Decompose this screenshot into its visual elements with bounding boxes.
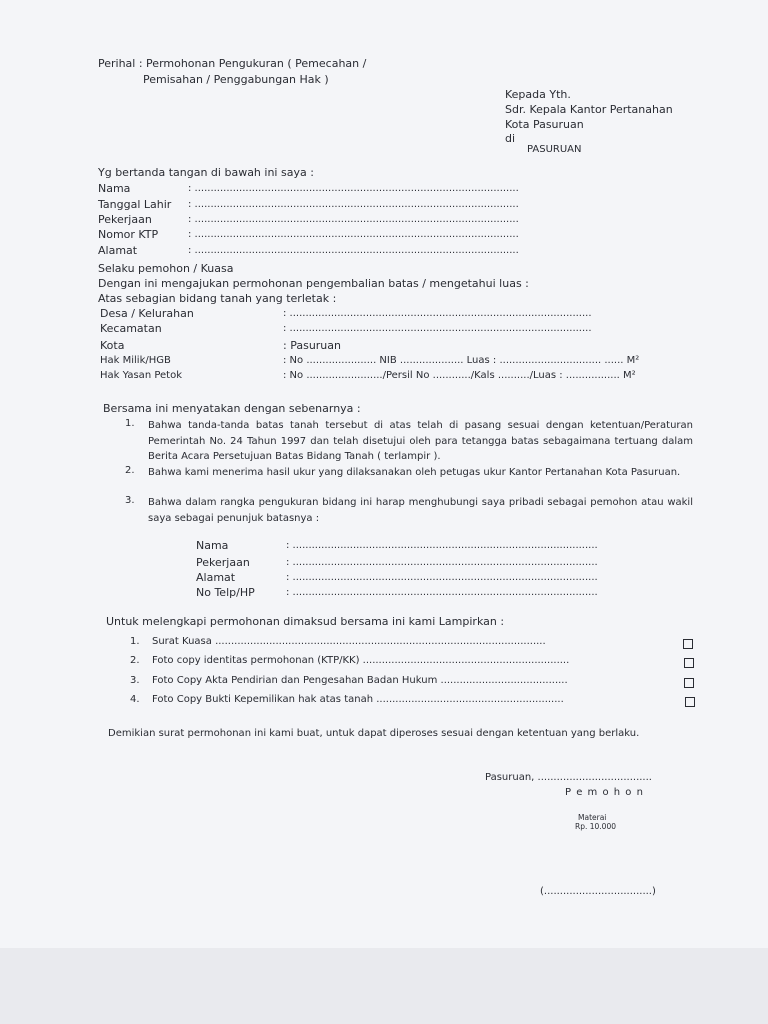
land-label-kota: Kota [100, 339, 125, 352]
statement-text-2: Bahwa kami menerima hasil ukur yang dilaksanakan oleh petugas ukur Kantor Pertanahan Kota Pasuruan. [148, 467, 681, 478]
applicant-role: Selaku pemohon / Kuasa [98, 262, 234, 275]
contact-value-nama: : ................................................................................................ [286, 540, 598, 551]
location-intro: Atas sebagian bidang tanah yang terletak : [98, 292, 337, 305]
land-value-desa: : ............................................................................................... [283, 308, 592, 319]
statement-intro: Bersama ini menyatakan dengan sebenarnya : [103, 402, 361, 415]
land-value-hak-milik: : No ...................... NIB .................... Luas : ................................ ...... M² [283, 355, 640, 366]
attachment-num-2: 2. [130, 655, 140, 666]
applicant-value-pekerjaan: : ...................................................................................................... [188, 214, 519, 225]
signature-line: (..................................) [540, 886, 656, 897]
recipient-line-1: Kepada Yth. [505, 88, 571, 101]
materai-label: Materai [578, 813, 607, 822]
materai-value: Rp. 10.000 [575, 822, 616, 831]
applicant-intro: Yg bertanda tangan di bawah ini saya : [98, 166, 314, 179]
place-date: Pasuruan, .................................... [485, 772, 652, 783]
attachment-checkbox-1[interactable] [683, 639, 693, 649]
applicant-label-tanggal-lahir: Tanggal Lahir [98, 198, 172, 211]
attachment-num-4: 4. [130, 694, 140, 705]
statement-num-3: 3. [125, 495, 135, 506]
recipient-line-3: Kota Pasuruan [505, 118, 584, 131]
attachment-text-1: Surat Kuasa ........................................................................................................ [152, 636, 546, 647]
signer-label: P e m o h o n [565, 787, 644, 798]
applicant-value-nama: : ...................................................................................................... [188, 183, 519, 194]
attachment-checkbox-2[interactable] [684, 658, 694, 668]
attachment-num-1: 1. [130, 636, 140, 647]
applicant-request: Dengan ini mengajukan permohonan pengembalian batas / mengetahui luas : [98, 277, 529, 290]
land-value-kota: : Pasuruan [283, 339, 341, 352]
contact-value-alamat: : ................................................................................................ [286, 572, 598, 583]
land-label-hak-yasan: Hak Yasan Petok [100, 370, 182, 381]
attachment-text-4: Foto Copy Bukti Kepemilikan hak atas tanah ........................................................... [152, 694, 564, 705]
closing-text: Demikian surat permohonan ini kami buat, untuk dapat diperoses sesuai dengan ketentuan yang berlaku. [108, 728, 640, 739]
contact-label-nama: Nama [196, 539, 229, 552]
applicant-value-nomor-ktp: : ...................................................................................................... [188, 229, 519, 240]
applicant-label-nama: Nama [98, 182, 131, 195]
contact-label-pekerjaan: Pekerjaan [196, 556, 250, 569]
perihal-line-2: Pemisahan / Penggabungan Hak ) [143, 73, 329, 86]
land-label-desa: Desa / Kelurahan [100, 307, 194, 320]
attachment-checkbox-4[interactable] [685, 697, 695, 707]
statement-text-3: Bahwa dalam rangka pengukuran bidang ini harap menghubungi saya pribadi sebagai pemohon atau wakil saya sebagai penunjuk batasnya : [148, 497, 693, 524]
contact-label-alamat: Alamat [196, 571, 236, 584]
contact-value-pekerjaan: : ................................................................................................ [286, 557, 598, 568]
attachment-text-2: Foto copy identitas permohonan (KTP/KK) ................................................................. [152, 655, 570, 666]
applicant-value-tanggal-lahir: : ...................................................................................................... [188, 199, 519, 210]
page-bottom-margin [0, 948, 768, 1024]
applicant-label-alamat: Alamat [98, 244, 138, 257]
recipient-line-2: Sdr. Kepala Kantor Pertanahan [505, 103, 673, 116]
attachment-num-3: 3. [130, 675, 140, 686]
statement-text-1: Bahwa tanda-tanda batas tanah tersebut di atas telah di pasang sesuai dengan ketentuan/Peraturan Pemerintah No. 24 Tahun 1997 dan telah disetujui oleh para tetangga batas sebagaimana tertuang dalam Berita Acara Persetujuan Batas Bidang Tanah ( terlampir ). [148, 420, 693, 462]
land-value-hak-yasan: : No ......................../Persil No ............/Kals ........../Luas : ................. M² [283, 370, 636, 381]
applicant-label-nomor-ktp: Nomor KTP [98, 228, 159, 241]
statement-num-2: 2. [125, 465, 135, 476]
recipient-line-5: PASURUAN [527, 144, 582, 155]
contact-value-no-telp: : ................................................................................................ [286, 587, 598, 598]
attachments-intro: Untuk melengkapi permohonan dimaksud bersama ini kami Lampirkan : [106, 615, 505, 628]
perihal-line-1: Perihal : Permohonan Pengukuran ( Pemecahan / [98, 57, 367, 70]
contact-label-no-telp: No Telp/HP [196, 586, 255, 599]
statement-num-1: 1. [125, 418, 135, 429]
applicant-value-alamat: : ...................................................................................................... [188, 245, 519, 256]
land-label-hak-milik: Hak Milik/HGB [100, 355, 171, 366]
land-value-kecamatan: : ............................................................................................... [283, 323, 592, 334]
land-label-kecamatan: Kecamatan [100, 322, 162, 335]
attachment-checkbox-3[interactable] [684, 678, 694, 688]
applicant-label-pekerjaan: Pekerjaan [98, 213, 152, 226]
attachment-text-3: Foto Copy Akta Pendirian dan Pengesahan Badan Hukum ........................................ [152, 675, 568, 686]
recipient-line-4: di [505, 132, 516, 145]
